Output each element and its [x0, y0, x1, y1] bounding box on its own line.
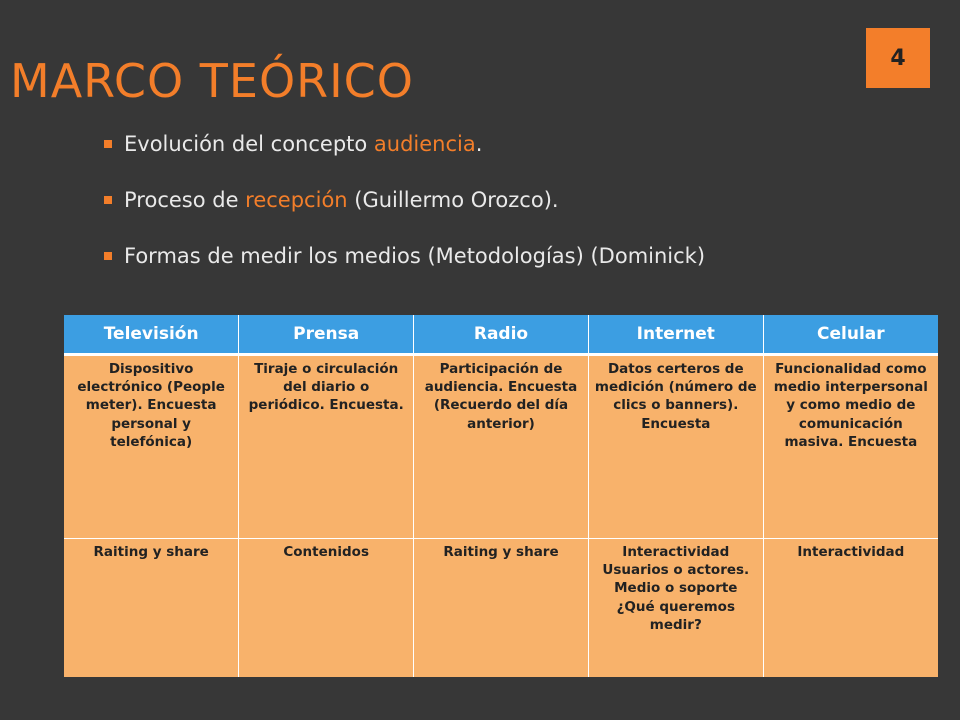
header-radio: Radio: [414, 315, 589, 355]
header-prensa: Prensa: [239, 315, 414, 355]
table-cell: Interactividad Usuarios o actores. Medio o soporte ¿Qué queremos medir?: [588, 539, 763, 678]
bullet-list: [104, 128, 705, 296]
bullet-item: [104, 240, 705, 272]
page-number: 4: [890, 45, 906, 71]
table-cell: Interactividad: [763, 539, 938, 678]
header-celular: Celular: [763, 315, 938, 355]
header-television: Televisión: [64, 315, 239, 355]
page-number-badge: [866, 28, 930, 88]
bullet-text: Evolución del concepto audiencia.: [124, 132, 483, 156]
table-row: [64, 539, 938, 678]
square-bullet-icon: [104, 196, 112, 204]
table-cell: Raiting y share: [64, 539, 239, 678]
table-cell: Funcionalidad como medio interpersonal y como medio de comunicación masiva. Encuesta: [763, 355, 938, 539]
table-cell: Contenidos: [239, 539, 414, 678]
bullet-item: [104, 184, 705, 216]
media-measurement-table: [64, 315, 938, 677]
table-row: [64, 355, 938, 539]
highlight-text: audiencia: [373, 132, 476, 156]
table-cell: Participación de audiencia. Encuesta (Recuerdo del día anterior): [414, 355, 589, 539]
bullet-item: [104, 128, 705, 160]
header-internet: Internet: [588, 315, 763, 355]
table-header-row: [64, 315, 938, 355]
bullet-text: Proceso de recepción (Guillermo Orozco).: [124, 188, 559, 212]
table-cell: Tiraje o circulación del diario o periódico. Encuesta.: [239, 355, 414, 539]
table-cell: Raiting y share: [414, 539, 589, 678]
slide-title: MARCO TEÓRICO: [10, 54, 414, 108]
bullet-text: Formas de medir los medios (Metodologías) (Dominick): [124, 244, 706, 268]
square-bullet-icon: [104, 252, 112, 260]
table-cell: Dispositivo electrónico (People meter). Encuesta personal y telefónica): [64, 355, 239, 539]
table-cell: Datos certeros de medición (número de clics o banners). Encuesta: [588, 355, 763, 539]
highlight-text: recepción: [245, 188, 348, 212]
square-bullet-icon: [104, 140, 112, 148]
